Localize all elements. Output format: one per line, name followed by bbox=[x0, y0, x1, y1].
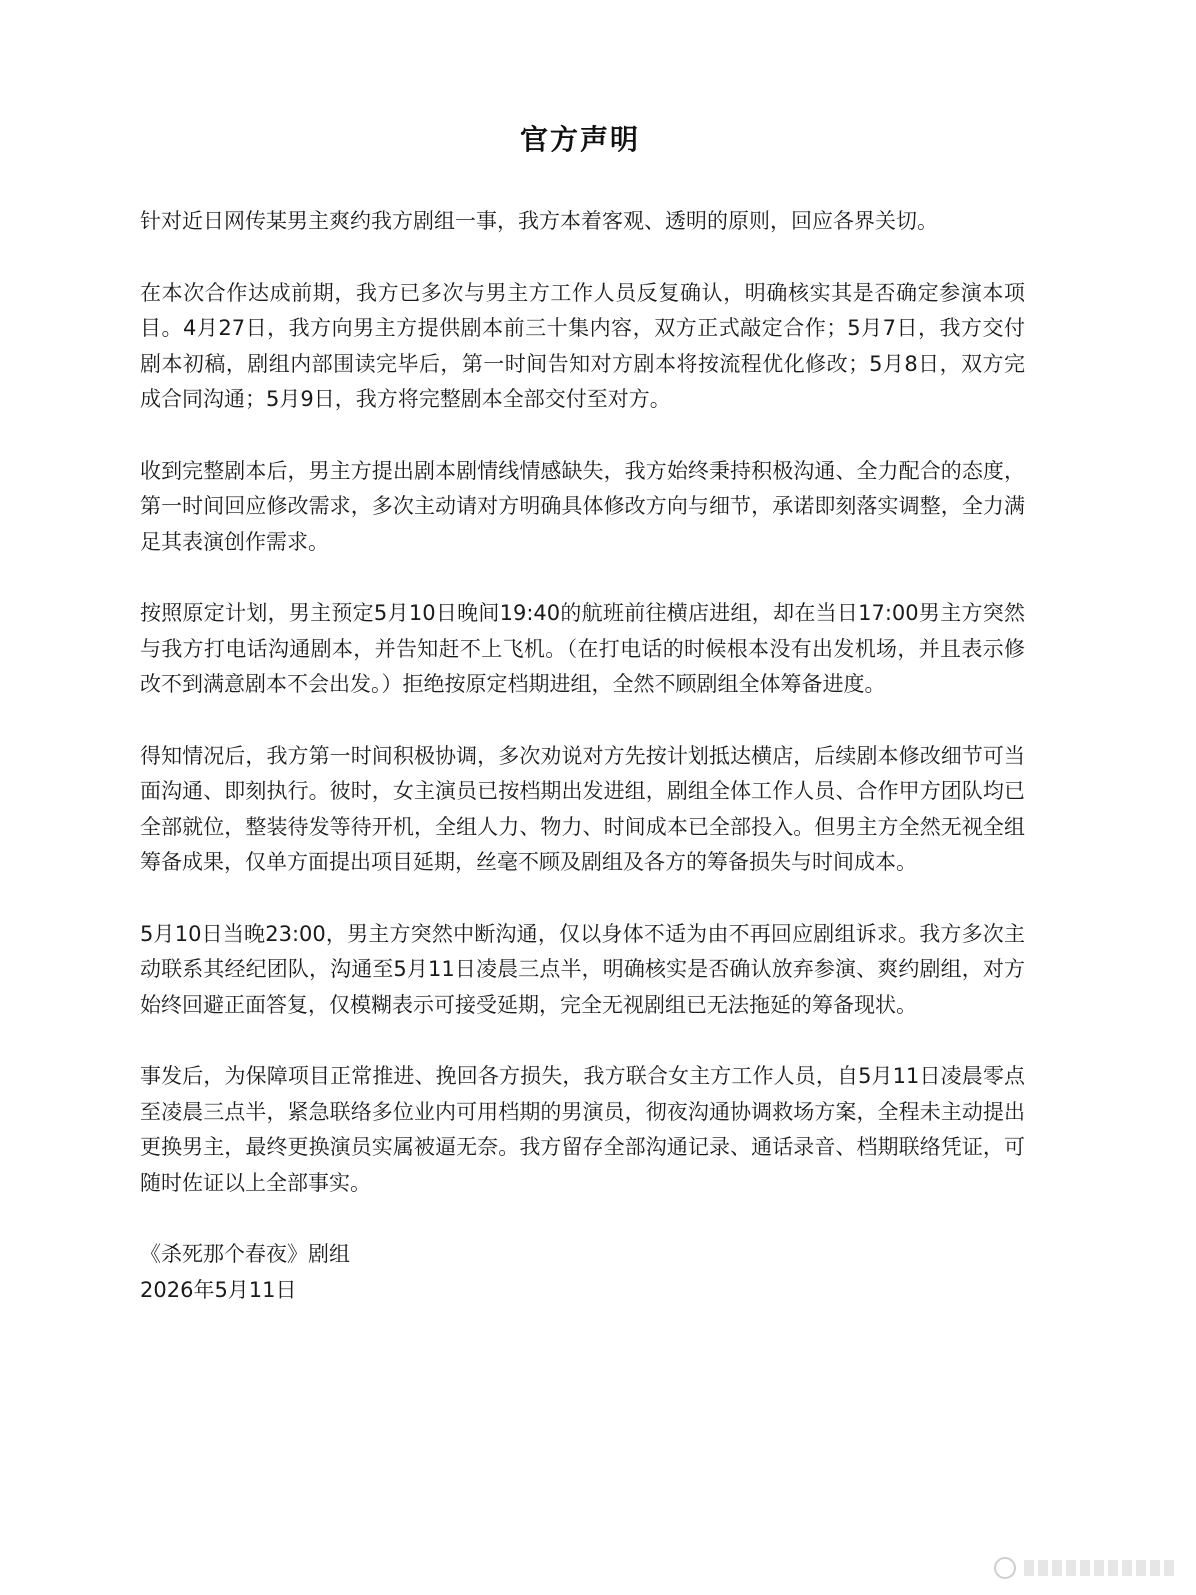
paragraph-aftermath: 事发后，为保障项目正常推进、挽回各方损失，我方联合女主方工作人员，自5月11日凌晨零点至凌晨三点半，紧急联络多位业内可用档期的男演员，彻夜沟通协调救场方案，全程未主动提出更换男主，最终更换演员实属被逼无奈。我方留存全部沟通记录、通话录音、档期联络凭证，可随时佐证以上全部事实。 bbox=[140, 1064, 1025, 1195]
watermark-text bbox=[1024, 1560, 1174, 1576]
signature-org: 《杀死那个春夜》剧组 bbox=[140, 1242, 350, 1266]
signature-date: 2026年5月11日 bbox=[140, 1277, 297, 1302]
document-body bbox=[140, 204, 1025, 1308]
weibo-logo-icon bbox=[994, 1557, 1016, 1579]
paragraph-script-revision: 收到完整剧本后，男主方提出剧本剧情线情感缺失，我方始终秉持积极沟通、全力配合的态度，第一时间回应修改需求，多次主动请对方明确具体修改方向与细节，承诺即刻落实调整，全力满足其表演创作需求。 bbox=[140, 458, 1025, 554]
paragraph-coordination: 得知情况后，我方第一时间积极协调，多次劝说对方先按计划抵达横店，后续剧本修改细节可当面沟通、即刻执行。彼时，女主演员已按档期出发进组，剧组全体工作人员、合作甲方团队均已全部就位，整装待发等待开机，全组人力、物力、时间成本已全部投入。但男主方全然无视全组筹备成果，仅单方面提出项目延期，丝毫不顾及剧组及各方的筹备损失与时间成本。 bbox=[140, 743, 1025, 874]
watermark bbox=[994, 1557, 1174, 1579]
document-title: 官方声明 bbox=[519, 123, 640, 156]
paragraph-timeline: 在本次合作达成前期，我方已多次与男主方工作人员反复确认，明确核实其是否确定参演本项目。4月27日，我方向男主方提供剧本前三十集内容，双方正式敲定合作；5月7日，我方交付剧本初稿，剧组内部围读完毕后，第一时间告知对方剧本将按流程优化修改；5月8日，双方完成合同沟通；5月9日，我方将完整剧本全部交付至对方。 bbox=[140, 280, 1025, 411]
paragraph-intro: 针对近日网传某男主爽约我方剧组一事，我方本着客观、透明的原则，回应各界关切。 bbox=[140, 209, 938, 233]
paragraph-communication-break: 5月10日当晚23:00，男主方突然中断沟通，仅以身体不适为由不再回应剧组诉求。我方多次主动联系其经纪团队，沟通至5月11日凌晨三点半，明确核实是否确认放弃参演、爽约剧组，对方始终回避正面答复，仅模糊表示可接受延期，完全无视剧组已无法拖延的筹备现状。 bbox=[140, 921, 1025, 1017]
paragraph-missed-flight: 按照原定计划，男主预定5月10日晚间19:40的航班前往横店进组，却在当日17:00男主方突然与我方打电话沟通剧本，并告知赶不上飞机。（在打电话的时候根本没有出发机场，并且表示修改不到满意剧本不会出发。）拒绝按原定档期进组，全然不顾剧组全体筹备进度。 bbox=[140, 601, 1025, 696]
